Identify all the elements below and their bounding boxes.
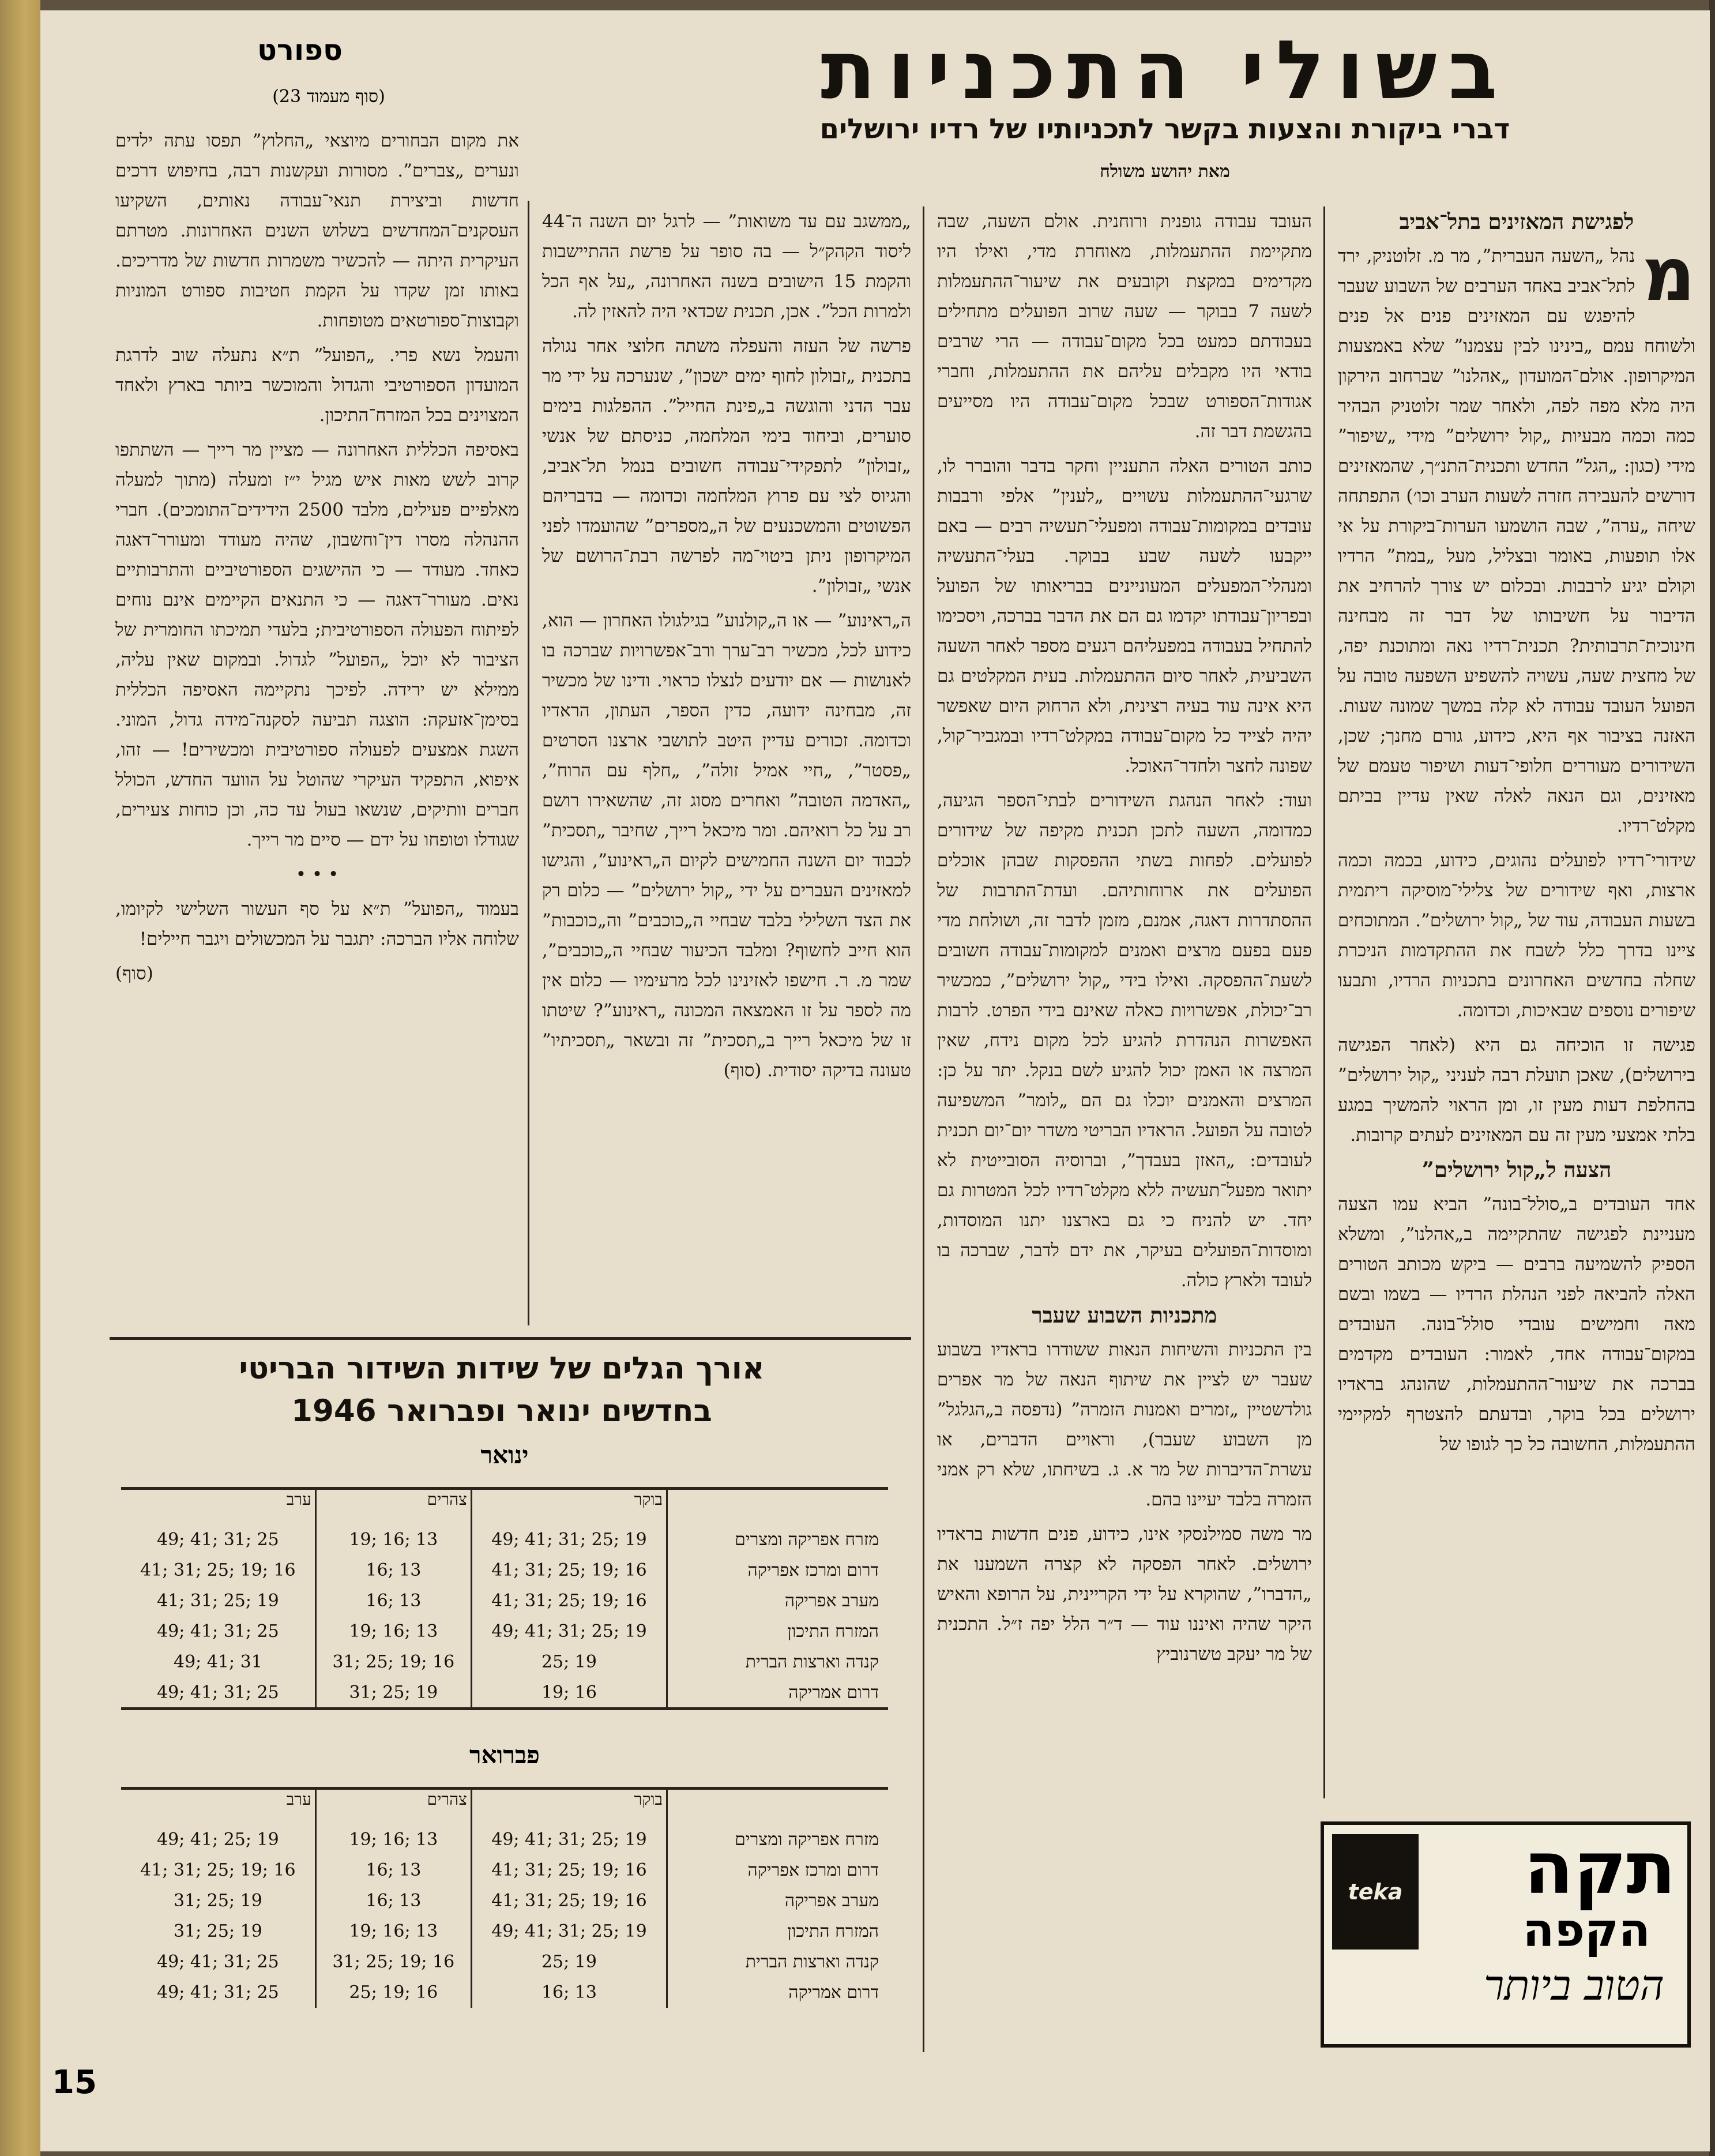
morning-cell: 25; 19 xyxy=(471,1647,667,1677)
sport-heading: ספורט xyxy=(257,33,343,67)
page-number: 15 xyxy=(52,2064,97,2101)
table-row xyxy=(121,1824,888,1855)
table-row xyxy=(121,1555,888,1586)
evening-cell: 41; 31; 25; 19; 16 xyxy=(121,1855,315,1885)
evening-cell: 49; 41; 31; 25 xyxy=(121,1677,315,1708)
sport-paragraph: באסיפה הכללית האחרונה — מציין מר רייך — השתתפו קרוב לשש מאות איש מגיל י״ז ומעלה (מתוך למעלה מאלפיים פעילים, מלבד 2500 הידידים־התומכים). חברי ההנהלה מסרו דין־וחשבון, שהיה מעודד ומעורר־דאגה כאחד. מעודד — כי ההישגים הספורטיביים והתרבותיים נאים. מעורר־דאגה — כי התנאים הקיימים אינם נוחים לפיתוח הפעולה הספורטיבית; בלעדי תמיכתו החומרית של הציבור לא יוכל „הפועל” לגדול. ובמקום שאין עליה, ממילא יש ירידה. לפיכך נתקיימה האסיפה הכללית בסימן־אזעקה: הוצגה תביעה לסקנה־מידה גדול, המוני. השגת אמצעים לפעולה ספורטיבית ומכשירים! — זהו, איפוא, התפקיד העיקרי שהוטל על הוועד החדש, הכולל חברים וותיקים, שנשאו בעול עד כה, וכן כוחות צעירים, שגודלו וטופחו על ידם — סיים מר רייך. xyxy=(115,440,520,850)
region-cell: מזרח אפריקה ומצרים xyxy=(735,1530,879,1550)
column-3-paragraph: ה„ראינוע” — או ה„קולנוע” בגילגולו האחרון — הוא, כידוע לכל, מכשיר רב־ערך ורב־אפשרויות שברכה בו לאנושות — אם יודעים לנצלו כראוי. ודינו של מכשיר זה, מבחינה ידועה, כדין הספר, העתון, הראדיו וכדומה. זכורים עדיין היטב לתושבי ארצנו הסרטים „פסטר”, „חיי אמיל זולה”, „חלף עם הרוח”, „האדמה הטובה” ואחרים מסוג זה, שהשאירו רושם רב על כל רואיהם. ומר מיכאל רייך, שחיבר „תסכית” לכבוד יום השנה החמישים לקיום ה„ראינוע”, והגישו למאזינים העברים על ידי „קול ירושלים” — כלום רק את הצד השלילי בלבד שבחיי ה„כוכבים” וה„כוכבות” הוא חייב לחשוף? ומלבד הכיעור שבחיי ה„כוכבים”, שמר מ. ר. חישפו לאזינינו לכל מרעימיו — כלום אין מה לספר על זו האמצאה המכונה „ראינוע”? שיטתו זו של מיכאל רייך ב„תסכית” זה ובשאר „תסכיתיו” טעונה בדיקה יסודית. (סוף) xyxy=(542,610,911,1081)
region-cell: מערב אפריקה xyxy=(784,1591,879,1611)
column-2-paragraph: מר משה סמילנסקי אינו, כידוע, פנים חדשות בראדיו ירושלים. לאחר הפסקה לא קצרה השמענו את „הדברו”, שהוקרא על ידי הקריינית, על הרופא והאיש היקר שהיה ואיננו עוד — ד״ר הלל יפה ז״ל. התכנית של מר יעקב טשרנוביץ xyxy=(937,1524,1312,1665)
column-rule xyxy=(528,201,529,1325)
morning-cell: 19; 16 xyxy=(471,1677,667,1708)
region-cell: מערב אפריקה xyxy=(784,1891,879,1911)
teka-coffee-ad xyxy=(1321,1821,1691,2048)
table-row xyxy=(121,1916,888,1947)
morning-cell: 25; 19 xyxy=(471,1947,667,1977)
ad-product: הקפה xyxy=(1522,1903,1650,1957)
article-title: בשולי התכניות xyxy=(821,24,1509,118)
noon-cell: 19; 16; 13 xyxy=(315,1824,471,1855)
article-byline: מאת יהושע משולח xyxy=(1100,161,1230,182)
waves-header-row xyxy=(121,1489,888,1525)
column-3-paragraph: פרשה של העזה והעפלה משתה חלוצי אחר נגולה בתכנית „זבולון לחוף ימים ישכון”, שנערכה על ידי מר עבר הדני והוגשה ב„פינת החייל”. ההפלגות בימים סוערים, וביחוד בימי המלחמה, כניסתם של אנשי „זבולון” לתפקידי־עבודה חשובים בנמל תל־אביב, והגיוס לצי עם פרוץ המלחמה וכדומה — בדבריהם הפשוטים והמשכנעים של ה„מספרים” שהועמדו לפני המיקרופון ניתן ביטוי־מה לפרשה רבת־הרושם של אנשי „זבולון”. xyxy=(542,336,911,596)
waves-header-row xyxy=(121,1789,888,1825)
column-2-paragraph: ועוד: לאחר הנהגת השידורים לבתי־הספר הגיעה, כמדומה, השעה לתכן תכנית מקיפה של שידורים לפועלים. לפחות בשתי ההפסקות שבהן אוכלים הפועלים את ארוחותיהם. ועדת־התרבות של ההסתדרות דאגה, אמנם, מזמן לדבר זה, ושולחת מדי פעם בפעם מרצים ואמנים למקומות־עבודה חשובים לשעת־ההפסקה. ואילו בידי „קול ירושלים”, כמכשיר רב־יכולת, אפשרויות כאלה שאינם בידי הפרט. לרבות האפשרות הנהדרת להגיע לכל מקום נידח, שאין המרצה או האמן יכול להגיע לשם בנקל. יתר על כן: המרצים והאמנים יוכלו גם הם „לומר” המשפיעה לטובה על הפועל. הראדיו הבריטי משדר יום־יום תכנית לעובדים: „האזן בעבדך”, וברוסיה הסובייטית לא יתואר מפעל־תעשיה ללא מקלט־רדיו לכל המטרות גם יחד. יש להניח כי גם בארצנו יתנו המוסדות, ומוסדות־הפועלים בעיקר, את ידם לדבר, שברכה בו לעובד ולארץ כולה. xyxy=(937,790,1312,1291)
noon-cell: 16; 13 xyxy=(315,1586,471,1616)
table-row xyxy=(121,1647,888,1677)
page-spine xyxy=(0,0,40,2156)
noon-cell: 19; 16; 13 xyxy=(315,1616,471,1647)
region-cell: מזרח אפריקה ומצרים xyxy=(735,1830,879,1850)
region-cell: דרום ומרכז אפריקה xyxy=(747,1860,879,1880)
table-row xyxy=(121,1977,888,2008)
month-heading-january: ינואר xyxy=(480,1441,529,1469)
table-row xyxy=(121,1616,888,1647)
morning-cell: 41; 31; 25; 19; 16 xyxy=(471,1855,667,1885)
waves-title-line-2: בחדשים ינואר ופברואר 1946 xyxy=(291,1393,712,1429)
region-cell: דרום ומרכז אפריקה xyxy=(747,1560,879,1580)
sport-end-mark: (סוף) xyxy=(115,963,153,984)
sport-separator: • • • xyxy=(295,864,339,885)
column-rule xyxy=(923,206,924,2052)
table-row xyxy=(121,1885,888,1916)
region-cell: קנדה וארצות הברית xyxy=(745,1952,879,1972)
month-heading-february: פברואר xyxy=(469,1741,540,1769)
column-1-subhead: לפגישת המאזינים בתל־אביב xyxy=(1399,209,1634,234)
newspaper-page xyxy=(40,10,1710,2151)
evening-cell: 41; 31; 25; 19 xyxy=(121,1586,315,1616)
column-1-paragraph: שידורי־רדיו לפועלים נהוגים, כידוע, בכמה וכמה ארצות, ואף שידורים של צלילי־מוסיקה ריתמית בשעות העבודה, עוד של „קול ירושלים”. המתוכחים ציינו בדרך כלל לשבח את ההתקדמות הניכרת שחלה בחדשים האחרונים בתכניות הרדיו, ותבעו שיפורים נוספים שבאיכות, וכדומה. xyxy=(1338,850,1695,1021)
article-column-1 xyxy=(1338,206,1695,1464)
column-1-paragraph: פגישה זו הוכיחה גם היא (לאחר הפגישה בירושלים), שאכן תועלת רבה לעניני „קול ירושלים” בהחלפת דעות מעין זו, ומן הראוי להמשיך במגע בלתי אמצעי מעין זה עם המאזינים לעתים קרובות. xyxy=(1338,1035,1695,1145)
article-subtitle: דברי ביקורת והצעות בקשר לתכניותיו של רדיו ירושלים xyxy=(819,113,1510,145)
sport-paragraph: והעמל נשא פרי. „הפועל” ת״א נתעלה שוב לדרגת המועדון הספורטיבי והגדול והמוכשר ביותר בארץ ולאחד המצוינים בכל המזרח־התיכון. xyxy=(115,345,519,426)
evening-cell: 49; 41; 31; 25 xyxy=(121,1616,315,1647)
waves-title-line-1: אורך הגלים של שידות השידור הבריטי xyxy=(239,1351,765,1386)
region-cell: קנדה וארצות הברית xyxy=(745,1652,879,1672)
region-cell: המזרח התיכון xyxy=(787,1921,879,1941)
ad-brand: תקה xyxy=(1524,1827,1676,1910)
evening-cell: 41; 31; 25; 19; 16 xyxy=(121,1555,315,1586)
period-header: ערב xyxy=(121,1489,315,1525)
evening-cell: 31; 25; 19 xyxy=(121,1916,315,1947)
evening-cell: 49; 41; 31; 25 xyxy=(121,1947,315,1977)
article-column-3 xyxy=(542,206,911,1090)
noon-cell: 31; 25; 19; 16 xyxy=(315,1647,471,1677)
evening-cell: 31; 25; 19 xyxy=(121,1885,315,1916)
noon-cell: 31; 25; 19; 16 xyxy=(315,1947,471,1977)
evening-cell: 49; 41; 31; 25 xyxy=(121,1524,315,1555)
ad-slogan: הטוב ביותר xyxy=(1484,1961,1664,2009)
sport-column xyxy=(115,126,519,993)
table-row xyxy=(121,1677,888,1708)
morning-cell: 41; 31; 25; 19; 16 xyxy=(471,1586,667,1616)
waves-table-february xyxy=(121,1787,888,2008)
sport-paragraph: בעמוד „הפועל” ת״א על סף העשור השלישי לקיומו, שלוחה אליו הברכה: יתגבר על המכשולים ויגבר חיילים! xyxy=(115,899,519,949)
region-cell: המזרח התיכון xyxy=(787,1621,879,1642)
sport-paragraph: את מקום הבחורים מיוצאי „החלוץ” תפסו עתה ילדים ונערים „צברים”. מסורות ועקשנות רבה, בחיפוש דרכים חדשות וביצירת תנאי־עבודה נאותים, השקיעו העסקנים־המחדשים בשלוש השנים האחרונות. מטרתם העיקרית היתה — להכשיר משמרות חדשות של מדריכים. באותו זמן שקדו על הקמת חטיבות ספורט המוניות וקבוצות־ספורטאים מטופחות. xyxy=(115,130,519,331)
section-rule xyxy=(110,1337,911,1340)
noon-cell: 25; 19; 16 xyxy=(315,1977,471,2008)
column-rule xyxy=(1323,206,1325,1798)
period-header: צהרים xyxy=(315,1489,471,1525)
morning-cell: 16; 13 xyxy=(471,1977,667,2008)
section-rule xyxy=(121,1707,888,1710)
article-column-2 xyxy=(937,206,1312,1674)
table-row xyxy=(121,1524,888,1555)
period-header: צהרים xyxy=(315,1789,471,1825)
period-header: ערב xyxy=(121,1789,315,1825)
noon-cell: 16; 13 xyxy=(315,1855,471,1885)
column-1-paragraph: אחד העובדים ב„סולל־בונה” הביא עמו הצעה מעניינת לפגישה שהתקיימה ב„אהלנו”, ומשלא הספיק להשמיעה ברבים — ביקש מכותב הטורים האלה להביאה לפני הנהלת הרדיו — בשמו ובשם מאה וחמישים עובדי סולל־בונה. העובדים במקום־עבודה אחד, לאמור: העובדים מקדמים בברכה את שיעור־ההתעמלות, שהונהג בראדיו ירושלים בכל בוקר, ובדעתם להצטרף למקיימי ההתעמלות, החשובה כל כך לגופו של xyxy=(1338,1194,1695,1455)
morning-cell: 49; 41; 31; 25; 19 xyxy=(471,1916,667,1947)
column-2-subhead: מתכניות השבוע שעבר xyxy=(1032,1302,1217,1328)
evening-cell: 49; 41; 25; 19 xyxy=(121,1824,315,1855)
table-row xyxy=(121,1586,888,1616)
morning-cell: 49; 41; 31; 25; 19 xyxy=(471,1616,667,1647)
region-cell: דרום אמריקה xyxy=(788,1682,879,1703)
morning-cell: 49; 41; 31; 25; 19 xyxy=(471,1524,667,1555)
table-row xyxy=(121,1855,888,1885)
column-2-paragraph: העובד עבודה גופנית ורוחנית. אולם השעה, שבה מתקיימת ההתעמלות, מאוחרת מדי, ואילו היו מקדימים במקצת וקובעים את שיעור־ההתעמלות לשעה 7 בבוקר — שעה שרוב הפועלים מתחילים בעבודתם כמעט בכל מקום־עבודה — הרי שרבים בודאי היו מקבלים עליהם את ההתעמלות, וחברי אגודות־הספורט שבכל מקום־עבודה היו מסייעים בהגשמת דבר זה. xyxy=(937,211,1312,442)
region-cell: דרום אמריקה xyxy=(788,1982,879,2003)
column-1-subhead: הצעה ל„קול ירושלים” xyxy=(1421,1157,1612,1182)
ad-logo: teka xyxy=(1332,1834,1419,1950)
noon-cell: 19; 16; 13 xyxy=(315,1524,471,1555)
waves-title xyxy=(133,1347,871,1433)
page-shadow xyxy=(1709,0,1715,2156)
noon-cell: 31; 25; 19 xyxy=(315,1677,471,1708)
morning-cell: 49; 41; 31; 25; 19 xyxy=(471,1824,667,1855)
dropcap-letter: מ xyxy=(1642,232,1695,318)
noon-cell: 16; 13 xyxy=(315,1885,471,1916)
waves-table-january xyxy=(121,1487,888,1708)
column-2-paragraph: כותב הטורים האלה התעניין וחקר בדבר והוברר לו, שרגעי־ההתעמלות עשויים „לענין” אלפי ורבבות עובדים במקומות־עבודה ומפעלי־תעשיה רבים — באם ייקבעו לשעה שבע בבוקר. בעלי־התעשיה ומנהלי־המפעלים המעוניינים בבריאותו של הפועל ובפריון־עבודתו יקדמו גם הם את הדבר בברכה, ויסכימו להתחיל בעבודה במפעליהם רגעים מספר לאחר השעה השביעית, לאחר סיום ההתעמלות. בעית המקלטים גם היא אינה עוד בעיה רצינית, ולא הרחוק היום שאפשר יהיה לצייד כל מקום־עבודה במקלט־רדיו ובמגביר־קול, שפונה לחצר ולחדר־האוכל. xyxy=(937,456,1312,776)
header-blank-cell xyxy=(667,1789,889,1825)
noon-cell: 16; 13 xyxy=(315,1555,471,1586)
period-header: בוקר xyxy=(471,1789,667,1825)
sport-continued-note: (סוף מעמוד 23) xyxy=(272,87,385,107)
column-3-paragraph: „ממשגב עם עד משואות” — לרגל יום השנה ה־44 ליסוד הקהק״ל — בה סופר על פרשת ההתיישבות והקמת 15 הישובים בשנה האחרונה, „על אף הכל ולמרות הכל”. אכן, תכנית שכדאי היה להאזין לה. xyxy=(542,211,911,322)
table-row xyxy=(121,1947,888,1977)
morning-cell: 41; 31; 25; 19; 16 xyxy=(471,1555,667,1586)
evening-cell: 49; 41; 31; 25 xyxy=(121,1977,315,2008)
period-header: בוקר xyxy=(471,1489,667,1525)
evening-cell: 49; 41; 31 xyxy=(121,1647,315,1677)
morning-cell: 41; 31; 25; 19; 16 xyxy=(471,1885,667,1916)
noon-cell: 19; 16; 13 xyxy=(315,1916,471,1947)
column-2-paragraph: בין התכניות והשיחות הנאות ששודרו בראדיו בשבוע שעבר יש לציין את שיתוף הנאה של מר אפרים גולדשטיין „זמרים ואמנות הזמרה” (נדפסה ב„הגלגל” מן השבוע שעבר), וראויים הדברים, או עשרת־הדיברות של מר א. ג. בשיחתו, שלא רק אמני הזמרה בלבד יעיינו בהם. xyxy=(937,1339,1312,1510)
column-1-paragraph: מ נהל „השעה העברית”, מר מ. זלוטניק, ירד לתל־אביב באחד הערבים של השבוע שעבר להיפגש עם המאזינים פנים אל פנים ולשוחח עמם „בינינו לבין עצמנו” שלא באמצעות המיקרופון. אולם־המועדון „אהלנו” שברחוב הירקון היה מלא מפה לפה, ולאחר שמר זלוטניק הבהיר כמה וכמה מבעיות „קול ירושלים” מידי „שיפור” מידי (כגון: „הגל” החדש ותכנית־התנ״ך, שהמאזינים דורשים להעבירה חזרה לשעות הערב וכו׳) התפתחה שיחה „ערה”, שבה הושמעו הערות־ביקורת על אי אלו תופעות, באומר ובצליל, מעל „במת” הרדיו וקולם יגיע לרבבות. ובכלום יש צורך להרחיב את הדיבור על חשיבותו של דבר זה מבחינה חינוכית־תרבותית? תכנית־רדיו נאה ומתוכנת יפה, של מחצית שעה, עשויה להשפיע השפעה טובה על הפועל העובד עבודה לא קלה במשך שמונה שעות. האזנה בציבור אף היא, כידוע, גורם מחנך; שכן, השידורים מעוררים חלופי־דעות ושיפור טעמם של מאזינים, וגם הנאה לאלה שאין עדיין בביתם מקלט־רדיו. xyxy=(1338,232,1695,836)
header-blank-cell xyxy=(667,1489,889,1525)
